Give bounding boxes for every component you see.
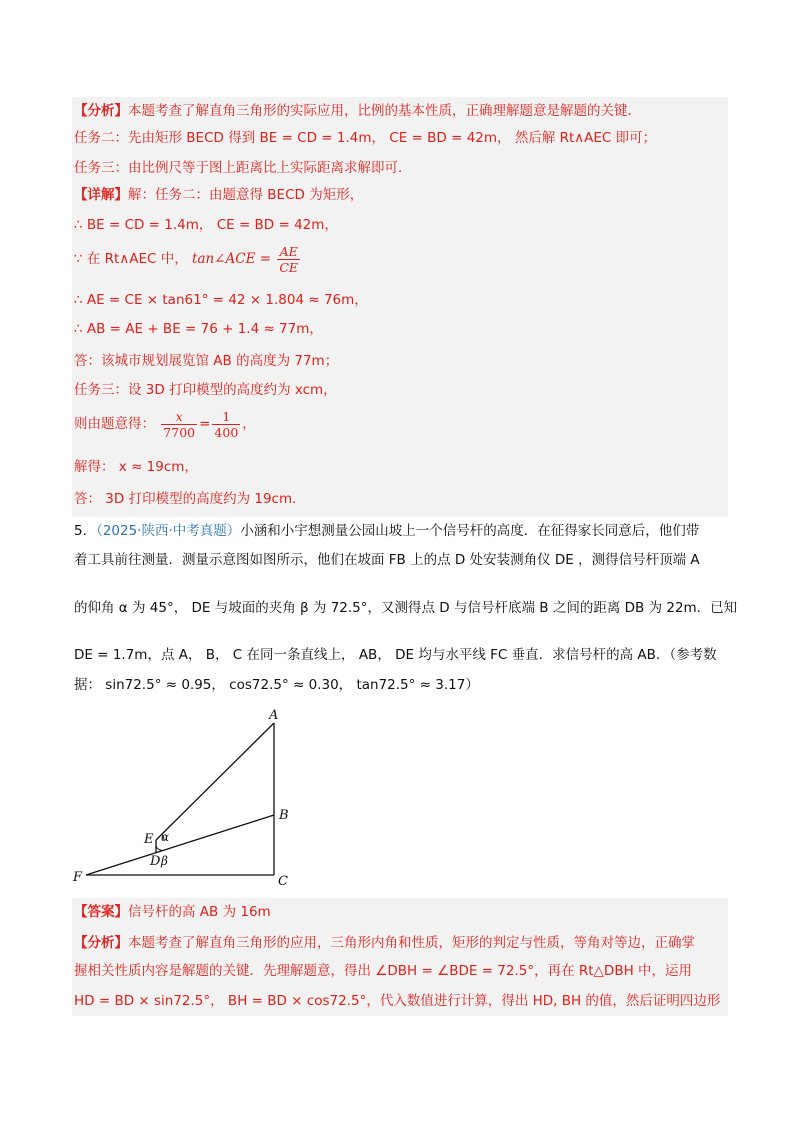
prev-step2 [74,242,724,276]
prev-analysis-line [74,101,724,121]
segment-EA [156,723,274,840]
segment-FB [86,815,274,875]
step2-denominator: CE [279,259,299,275]
analysis-line-2: 握相关性质内容是解题的关键．先理解题意，得出 ∠DBH = ∠BDE = 72.5°，再在 Rt△DBH 中，运用 [74,963,693,979]
task3-denominator-2: 400 [214,424,239,440]
label-A: A [269,708,279,723]
task3-numerator-2: 1 [212,409,240,425]
problem-line-4: DE = 1.7m，点 A， B， C 在同一条直线上， AB， DE 均与水平线 FC 垂直．求信号杆的高 AB．（参考数 [74,647,717,663]
prev-task2-line: 任务二：先由矩形 BECD 得到 BE = CD = 1.4m， CE = BD = 42m， 然后解 Rt∧AEC 即可； [74,130,657,146]
beta-angle-arc [156,846,162,850]
task3-denominator-1: 7700 [163,424,196,440]
label-E: E [144,832,154,847]
task3-equals: = [199,416,211,432]
task3-fraction-1 [161,409,197,440]
task3-eq-suffix: ， [242,416,256,432]
label-B: B [279,808,289,823]
step2-prefix: ∵ 在 Rt∧AEC 中， [74,251,188,267]
answer-tag: 【答案】 [74,904,128,920]
prev-answer3: 答： 3D 打印模型的高度约为 19cm． [74,491,306,507]
label-alpha: α [161,830,170,844]
problem-line-5: 据： sin72.5° ≈ 0.95， cos72.5° ≈ 0.30， tan72.5° ≈ 3.17） [74,677,479,693]
problem-line-1 [74,521,724,541]
analysis-line-1 [74,933,724,953]
prev-detail-line [74,185,724,205]
problem-number: 5． [74,523,97,539]
prev-step4: ∴ AB = AE + BE = 76 + 1.4 ≈ 77m， [74,321,323,337]
problem-line1-text: 小涵和小宇想测量公园山坡上一个信号杆的高度．在征得家长同意后，他们带 [240,523,700,539]
step2-formula: tan∠ACE = [192,251,272,267]
prev-solve: 解得： x ≈ 19cm， [74,459,198,475]
prev-task3-set: 任务三：设 3D 打印模型的高度约为 xcm， [74,382,337,398]
analysis-line-3: HD = BD × sin72.5°， BH = BD × cos72.5°，代入数值进行计算，得出 HD, BH 的值，然后证明四边形 [74,993,721,1009]
detail-tag: 【详解】 [74,187,128,203]
geometry-diagram [60,705,300,890]
label-F: F [73,870,83,885]
problem-source: （2025·陕西·中考真题） [96,523,241,539]
prev-answer2: 答：该城市规划展览馆 AB 的高度为 77m； [74,353,339,369]
analysis-tag: 【分析】 [74,103,128,119]
analysis-text: 本题考查了解直角三角形的实际应用，比例的基本性质，正确理解题意是解题的关键． [128,103,641,119]
task3-eq-prefix: 则由题意得： [74,416,155,432]
problem-line-3: 的仰角 α 为 45°， DE 与坡面的夹角 β 为 72.5°，又测得点 D 与信号杆底端 B 之间的距离 DB 为 22m．已知 [74,600,738,616]
label-C: C [278,874,288,889]
task3-fraction-2 [212,409,240,440]
label-D: D [150,854,161,869]
step2-numerator: AE [277,244,300,260]
task3-numerator-1: x [161,409,197,425]
step2-fraction [277,244,300,275]
prev-step1: ∴ BE = CD = 1.4m， CE = BD = 42m， [74,217,338,233]
detail-text: 解：任务二：由题意得 BECD 为矩形， [128,187,364,203]
analysis2-tag: 【分析】 [74,935,128,951]
analysis2-text: 本题考查了解直角三角形的应用，三角形内角和性质，矩形的判定与性质，等角对等边，正确掌 [128,935,695,951]
answer-text: 信号杆的高 AB 为 16m [128,904,271,920]
prev-step3: ∴ AE = CE × tan61° = 42 × 1.804 ≈ 76m， [74,292,368,308]
label-beta: β [161,854,168,868]
prev-task3-equation [74,407,724,441]
prev-task3-line: 任务三：由比例尺等于图上距离比上实际距离求解即可． [74,160,412,176]
problem-line-2: 着工具前往测量．测量示意图如图所示，他们在坡面 FB 上的点 D 处安装测角仪 DE ，测得信号杆顶端 A [74,552,700,568]
answer-line [74,902,724,922]
